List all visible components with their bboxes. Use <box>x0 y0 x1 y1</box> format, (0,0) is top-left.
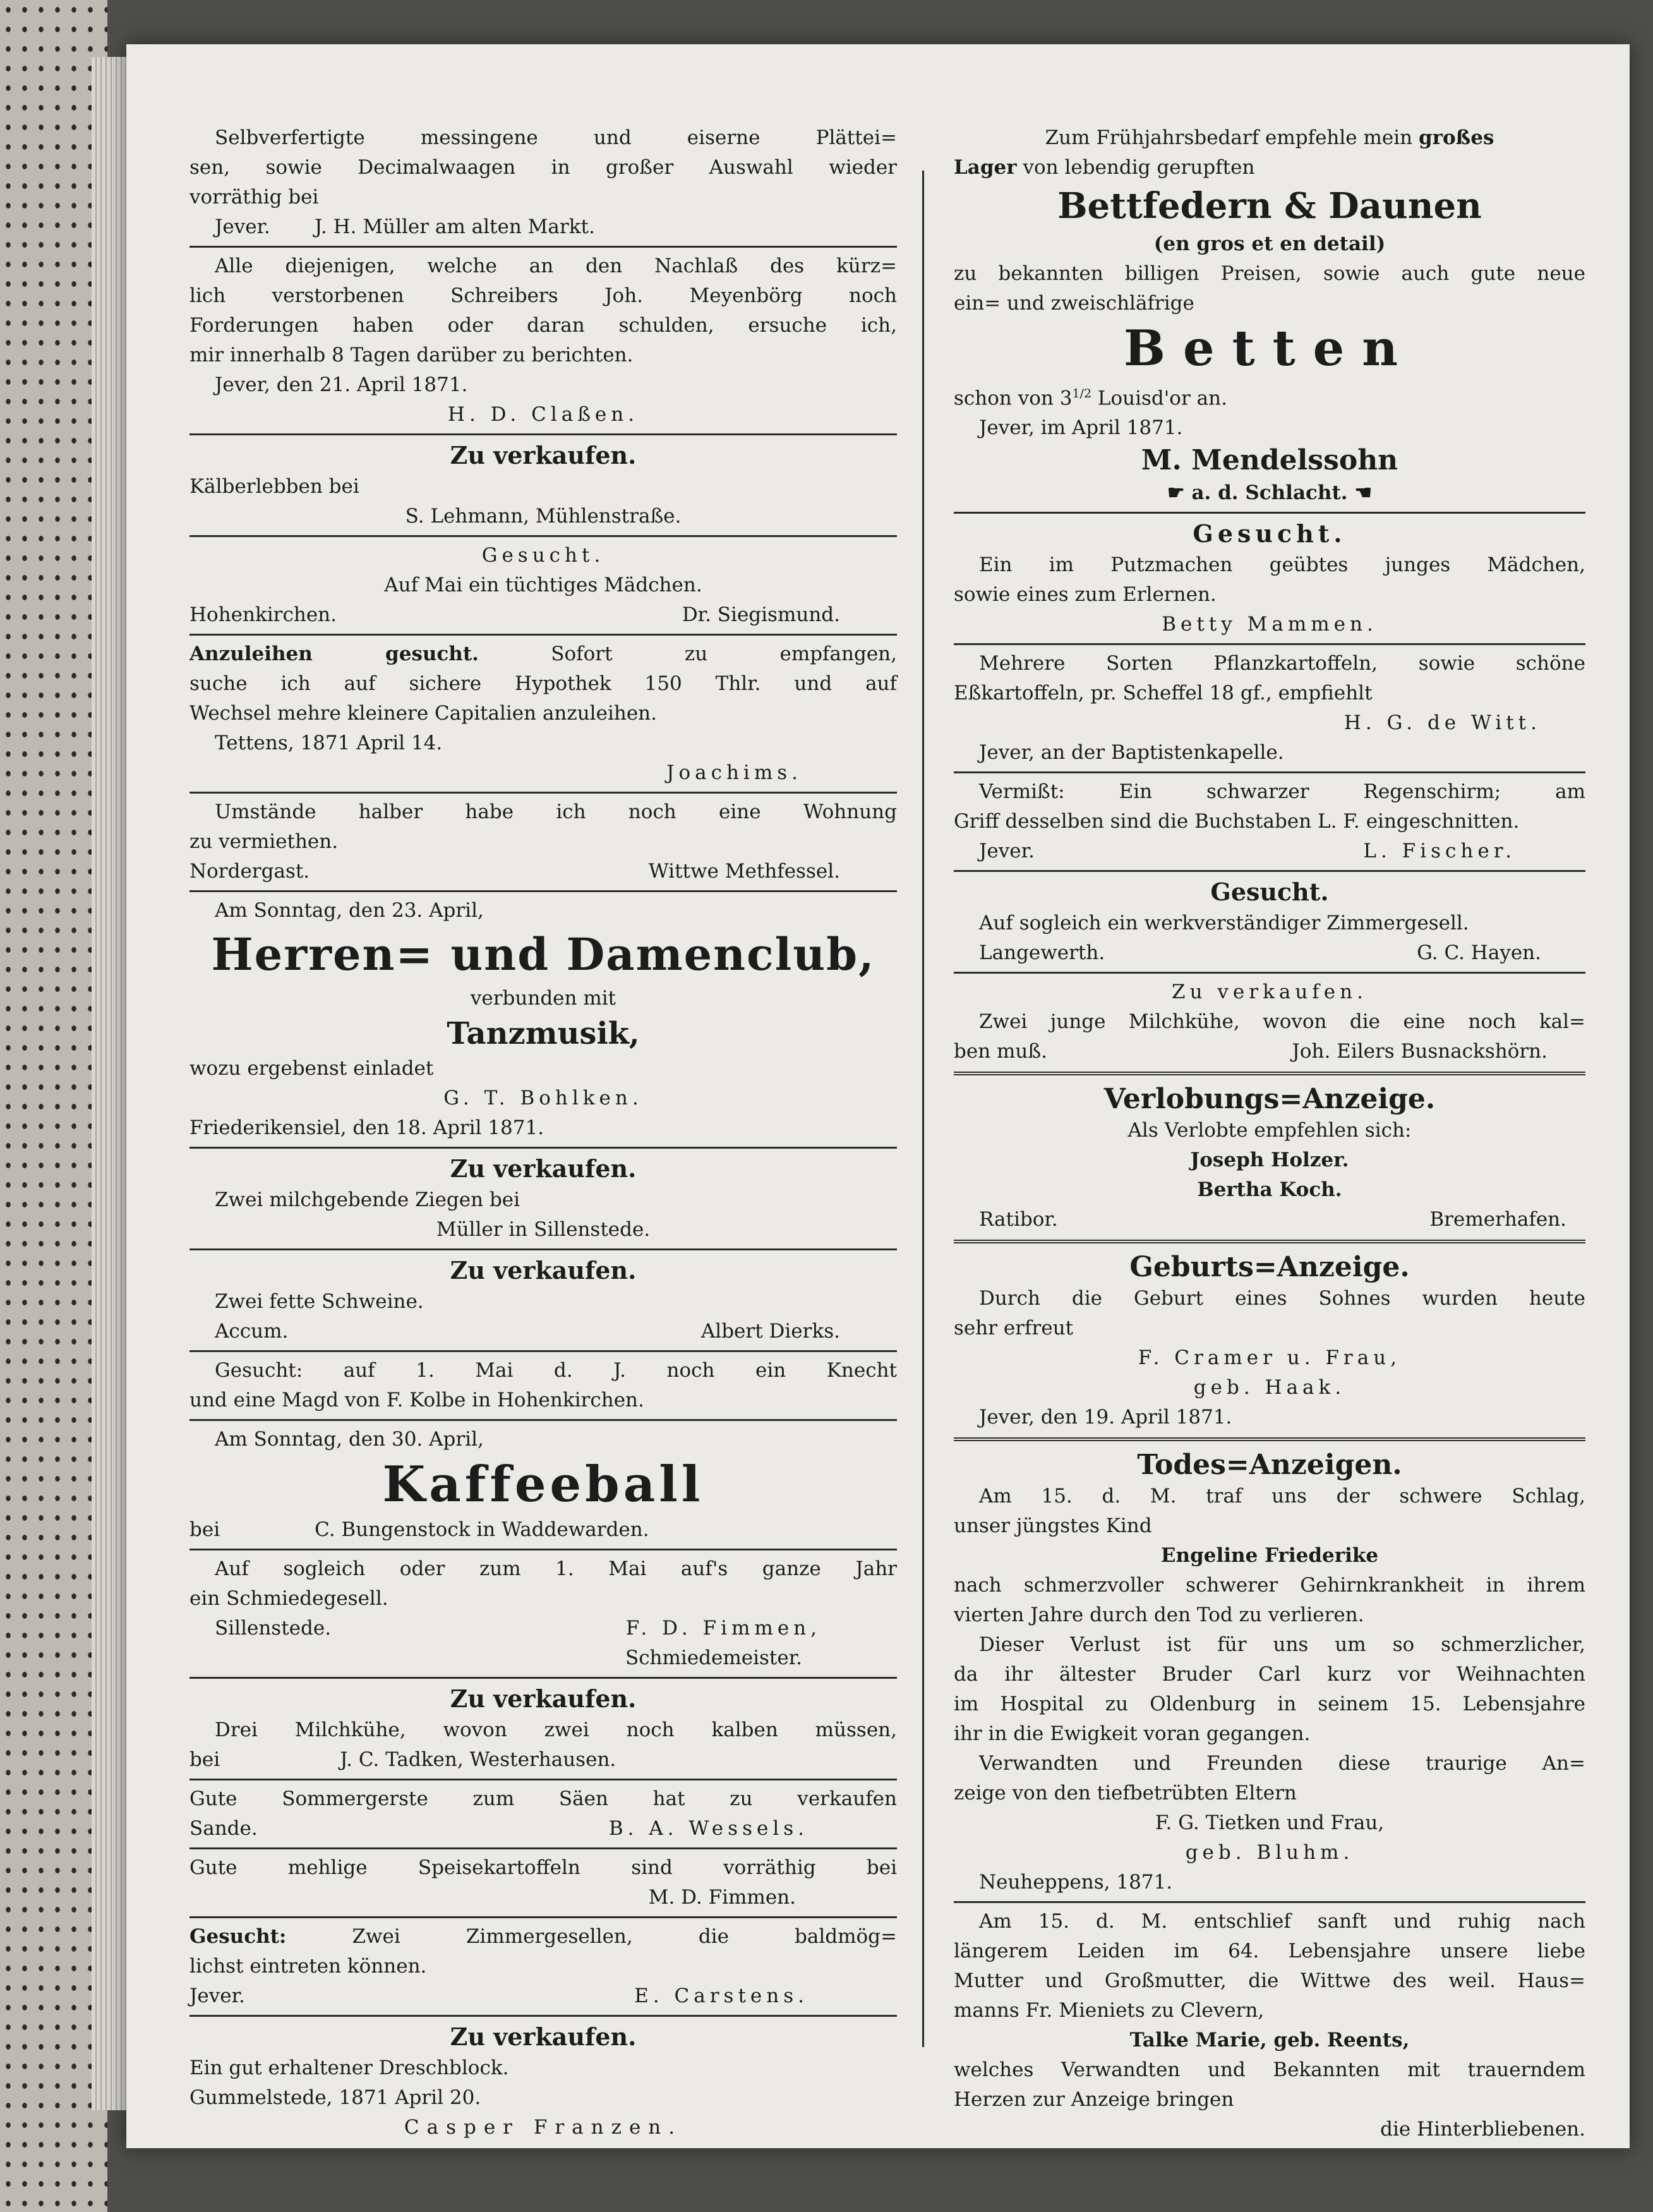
ad-signature: Casper Franzen. <box>404 2116 683 2139</box>
ad-text: unser jüngstes Kind <box>954 1514 1152 1538</box>
ad-text: bei <box>189 1748 220 1771</box>
ad-signature: Wittwe Methfessel. <box>648 860 840 883</box>
ad-text: Eßkartoffeln, pr. Scheffel 18 gf., empfiehlt <box>954 682 1373 705</box>
ad-place: Jever. <box>189 1985 245 2007</box>
ad-text: Auf sogleich ein werkverständiger Zimmergesell. <box>979 912 1469 935</box>
ad-text: Alle diejenigen, welche an den Nachlaß des kürz= <box>215 255 897 277</box>
ad-date: Am Sonntag, den 23. April, <box>215 899 484 922</box>
ad-text: Am 15. d. M. traf uns der schwere Schlag, <box>979 1485 1585 1508</box>
ad-signature: S. Lehmann, Mühlenstraße. <box>405 505 682 528</box>
separator <box>189 1549 897 1550</box>
ad-text: nach schmerzvoller schwerer Gehirnkrankheit in ihrem <box>954 1574 1585 1597</box>
right-column <box>954 123 1585 2144</box>
ad-signature: G. T. Bohlken. <box>443 1087 643 1109</box>
ad-text: verbunden mit <box>470 987 616 1010</box>
ad-text: Ein gut erhaltener Dreschblock. <box>189 2057 509 2079</box>
separator <box>189 1916 897 1918</box>
ad-signature: E. Carstens. <box>634 1985 808 2007</box>
ad-signature: Joh. Eilers Busnackshörn. <box>1292 1040 1548 1063</box>
ad-signature: F. G. Tietken und Frau, <box>1155 1811 1385 1835</box>
ad-heading: Geburts=Anzeige. <box>1129 1251 1410 1284</box>
ad-text: zu vermiethen. <box>189 830 339 853</box>
left-column <box>189 123 897 2142</box>
ad-place: Bremerhafen. <box>1429 1208 1566 1231</box>
ad-text: sowie eines zum Erlernen. <box>954 583 1217 607</box>
ad-heading: Zu verkaufen. <box>450 2022 637 2051</box>
hand-pointing-right-icon: ☛ <box>1167 481 1185 505</box>
separator <box>189 1677 897 1679</box>
ad-text: Gesucht: auf 1. Mai d. J. noch ein Knecht <box>215 1359 897 1382</box>
ad-text: da ihr ältester Bruder Carl kurz vor Weihnachten <box>954 1663 1585 1686</box>
ad-signature: die Hinterbliebenen. <box>1380 2118 1585 2141</box>
ad-name: Engeline Friederike <box>1160 1544 1379 1568</box>
ad-signature: geb. Bluhm. <box>1185 1841 1354 1864</box>
ad-text: Auf Mai ein tüchtiges Mädchen. <box>384 574 702 596</box>
ad-signature: G. C. Hayen. <box>1417 941 1541 965</box>
ad-place: Jever. <box>215 215 270 238</box>
ad-date: Am Sonntag, den 30. April, <box>215 1428 484 1451</box>
separator <box>189 634 897 636</box>
ad-place: Nordergast. <box>189 860 310 883</box>
ad-date: Jever, den 19. April 1871. <box>979 1406 1232 1429</box>
ad-text: mir innerhalb 8 Tagen darüber zu berichten. <box>189 344 634 366</box>
ad-heading: Gesucht. <box>481 544 605 567</box>
separator <box>954 771 1585 773</box>
ad-text: Forderungen haben oder daran schulden, ersuche ich, <box>189 314 897 337</box>
separator <box>189 1779 897 1780</box>
ad-name: Bertha Koch. <box>1197 1178 1342 1202</box>
ad-place: Jever. <box>979 840 1035 863</box>
ad-date: Tettens, 1871 April 14. <box>215 732 443 754</box>
ad-text: bei <box>189 1518 220 1541</box>
ad-text: sen, sowie Decimalwaagen in großer Auswahl wieder <box>189 156 897 179</box>
ad-text: vorräthig bei <box>189 186 319 209</box>
ad-text: sehr erfreut <box>954 1317 1074 1340</box>
ad-title: Tanzmusik, <box>447 1016 640 1051</box>
ad-heading: Gesucht. <box>1210 878 1329 907</box>
ad-text: Am 15. d. M. entschlief sanft und ruhig nach <box>979 1910 1585 1933</box>
separator <box>954 512 1585 514</box>
ad-text: Zum Frühjahrsbedarf empfehle mein <box>1045 126 1413 149</box>
separator <box>954 870 1585 872</box>
ad-text: Gute Sommergerste zum Säen hat zu verkaufen <box>189 1787 897 1810</box>
separator <box>954 1901 1585 1903</box>
ad-heading: Zu verkaufen. <box>450 1684 637 1713</box>
separator <box>189 1847 897 1849</box>
ad-signature: L. Fischer. <box>1363 840 1516 863</box>
ad-heading: Verlobungs=Anzeige. <box>1103 1083 1436 1116</box>
ad-place: Ratibor. <box>979 1208 1058 1231</box>
ad-text: Als Verlobte empfehlen sich: <box>1127 1119 1412 1142</box>
ad-text: Mehrere Sorten Pflanzkartoffeln, sowie schöne <box>979 652 1585 675</box>
ad-signature: Albert Dierks. <box>700 1320 840 1343</box>
ad-date: Friederikensiel, den 18. April 1871. <box>189 1116 544 1139</box>
separator <box>954 972 1585 974</box>
ad-text: Selbverfertigte messingene und eiserne Plättei= <box>215 126 897 149</box>
ad-text: Zwei junge Milchkühe, wovon die eine noch kal= <box>979 1010 1585 1034</box>
column-divider <box>922 171 924 2047</box>
ad-date: Gummelstede, 1871 April 20. <box>189 2086 481 2109</box>
ad-date: Jever, den 21. April 1871. <box>215 373 468 396</box>
separator <box>189 792 897 794</box>
ad-text: schon von 3 <box>954 387 1073 410</box>
ad-text: Mutter und Großmutter, die Wittwe des weil. Haus= <box>954 1969 1585 1993</box>
ad-text: von lebendig gerupften <box>1023 156 1255 179</box>
ad-signature: H. D. Claßen. <box>447 403 639 426</box>
ad-text: Dieser Verlust ist für uns um so schmerzlicher, <box>979 1633 1585 1657</box>
ad-subtitle: (en gros et en detail) <box>1153 233 1386 255</box>
ad-text: Zwei milchgebende Ziegen bei <box>215 1188 520 1211</box>
ad-heading: Todes=Anzeigen. <box>1137 1449 1402 1482</box>
ad-text: manns Fr. Mieniets zu Clevern, <box>954 1999 1265 2022</box>
ad-signature: H. G. de Witt. <box>1343 711 1541 735</box>
ad-heading: Zu verkaufen. <box>450 1256 637 1284</box>
separator <box>189 2015 897 2017</box>
ad-date: Neuheppens, 1871. <box>979 1871 1173 1894</box>
ad-text: Griff desselben sind die Buchstaben L. F. eingeschnitten. <box>954 810 1520 833</box>
ad-text: ihr in die Ewigkeit voran gegangen. <box>954 1722 1311 1746</box>
ad-text: suche ich auf sichere Hypothek 150 Thlr. und auf <box>189 672 897 695</box>
ad-text: Wechsel mehre kleinere Capitalien anzuleihen. <box>189 702 657 725</box>
ad-text: ben muß. <box>954 1040 1047 1063</box>
ad-signature: Joachims. <box>666 761 802 784</box>
separator <box>189 433 897 435</box>
ad-text-bold: Lager <box>954 156 1017 179</box>
ad-signature: M. Mendelssohn <box>1141 444 1398 477</box>
ad-name: Joseph Holzer. <box>1190 1149 1349 1172</box>
ad-heading: Zu verkaufen. <box>1172 981 1367 1004</box>
separator <box>189 1147 897 1149</box>
ad-text: Vermißt: Ein schwarzer Regenschirm; am <box>979 780 1585 804</box>
ad-signature: J. H. Müller am alten Markt. <box>314 215 595 238</box>
ad-text: Louisd'or an. <box>1091 387 1227 410</box>
separator <box>189 535 897 537</box>
ad-name: Talke Marie, geb. Reents, <box>1129 2029 1410 2052</box>
ad-text: Zwei fette Schweine. <box>215 1290 424 1313</box>
ad-text: lichst eintreten können. <box>189 1955 427 1978</box>
ad-text: längerem Leiden im 64. Lebensjahre unsere liebe <box>954 1940 1585 1963</box>
ad-signature: geb. Haak. <box>1193 1376 1346 1399</box>
ad-text: welches Verwandten und Bekannten mit trauerndem <box>954 2058 1585 2082</box>
ad-text: Gute mehlige Speisekartoffeln sind vorräthig bei <box>189 1856 897 1879</box>
ad-signature: B. A. Wessels. <box>608 1817 808 1840</box>
ad-title: Bettfedern & Daunen <box>1057 185 1482 227</box>
ad-text: Zwei Zimmergesellen, die baldmög= <box>352 1925 897 1948</box>
ad-text: Ein im Putzmachen geübtes junges Mädchen, <box>979 553 1585 577</box>
ad-text: wozu ergebenst einladet <box>189 1057 434 1080</box>
ad-signature: Müller in Sillenstede. <box>436 1218 651 1241</box>
ad-heading: Anzuleihen gesucht. <box>189 643 479 665</box>
ad-text: Herzen zur Anzeige bringen <box>954 2088 1234 2112</box>
ad-text: Sofort zu empfangen, <box>551 643 897 665</box>
ad-text: vierten Jahre durch den Tod zu verlieren. <box>954 1604 1364 1627</box>
ad-signature: Betty Mammen. <box>1162 613 1378 636</box>
ad-text: lich verstorbenen Schreibers Joh. Meyenbörg noch <box>189 284 897 307</box>
ad-text: zeige von den tiefbetrübten Eltern <box>954 1782 1297 1805</box>
ad-place: Sillenstede. <box>215 1617 332 1640</box>
ad-text: ein= und zweischläfrige <box>954 292 1194 315</box>
ad-signature: J. C. Tadken, Westerhausen. <box>340 1748 616 1771</box>
separator <box>189 1419 897 1421</box>
ad-text: Auf sogleich oder zum 1. Mai auf's ganze Jahr <box>215 1557 897 1580</box>
separator <box>189 1248 897 1250</box>
separator <box>189 890 897 892</box>
ad-signature: C. Bungenstock in Waddewarden. <box>315 1518 649 1541</box>
ad-signature: a. d. Schlacht. <box>1191 481 1348 505</box>
ad-signature: Dr. Siegismund. <box>682 603 840 626</box>
ad-heading: Zu verkaufen. <box>450 441 637 469</box>
ad-heading: Zu verkaufen. <box>450 1154 637 1183</box>
ad-place: Hohenkirchen. <box>189 603 337 626</box>
double-separator <box>954 1072 1585 1078</box>
ad-fraction: 1/2 <box>1072 387 1092 401</box>
separator <box>189 246 897 248</box>
ad-place: Langewerth. <box>979 941 1105 965</box>
ad-text: und eine Magd von F. Kolbe in Hohenkirchen. <box>189 1389 644 1411</box>
ad-title: Kaffeeball <box>382 1456 704 1513</box>
ad-text: Drei Milchkühe, wovon zwei noch kalben müssen, <box>215 1719 897 1741</box>
ad-text: Umstände halber habe ich noch eine Wohnung <box>215 801 897 823</box>
ad-text: im Hospital zu Oldenburg in seinem 15. Lebensjahre <box>954 1693 1585 1716</box>
ad-text: Kälberlebben bei <box>189 475 359 498</box>
double-separator <box>954 1437 1585 1444</box>
ad-place: Accum. <box>215 1320 289 1343</box>
ad-signature: F. D. Fimmen, <box>625 1617 821 1640</box>
ad-text: Durch die Geburt eines Sohnes wurden heute <box>979 1287 1585 1310</box>
ad-text-bold: großes <box>1419 126 1494 149</box>
separator <box>954 643 1585 645</box>
ad-place: Jever, an der Baptistenkapelle. <box>979 741 1284 765</box>
ad-date: Jever, im April 1871. <box>979 416 1183 440</box>
ad-heading: Gesucht: <box>189 1925 287 1948</box>
ad-text: Verwandten und Freunden diese traurige An= <box>979 1752 1585 1775</box>
double-separator <box>954 1240 1585 1246</box>
separator <box>189 1350 897 1352</box>
ad-title: Betten <box>1124 320 1416 377</box>
ad-place: Sande. <box>189 1817 258 1840</box>
ad-text: ein Schmiedegesell. <box>189 1587 388 1610</box>
hand-pointing-left-icon: ☚ <box>1354 481 1373 505</box>
ad-heading: Gesucht. <box>1193 519 1347 548</box>
ad-text: zu bekannten billigen Preisen, sowie auch gute neue <box>954 262 1585 285</box>
ad-signature: F. Cramer u. Frau, <box>1138 1346 1402 1370</box>
ad-title: Herren= und Damenclub, <box>211 928 875 981</box>
ad-signature: M. D. Fimmen. <box>648 1886 796 1909</box>
ad-signature-title: Schmiedemeister. <box>625 1647 802 1669</box>
